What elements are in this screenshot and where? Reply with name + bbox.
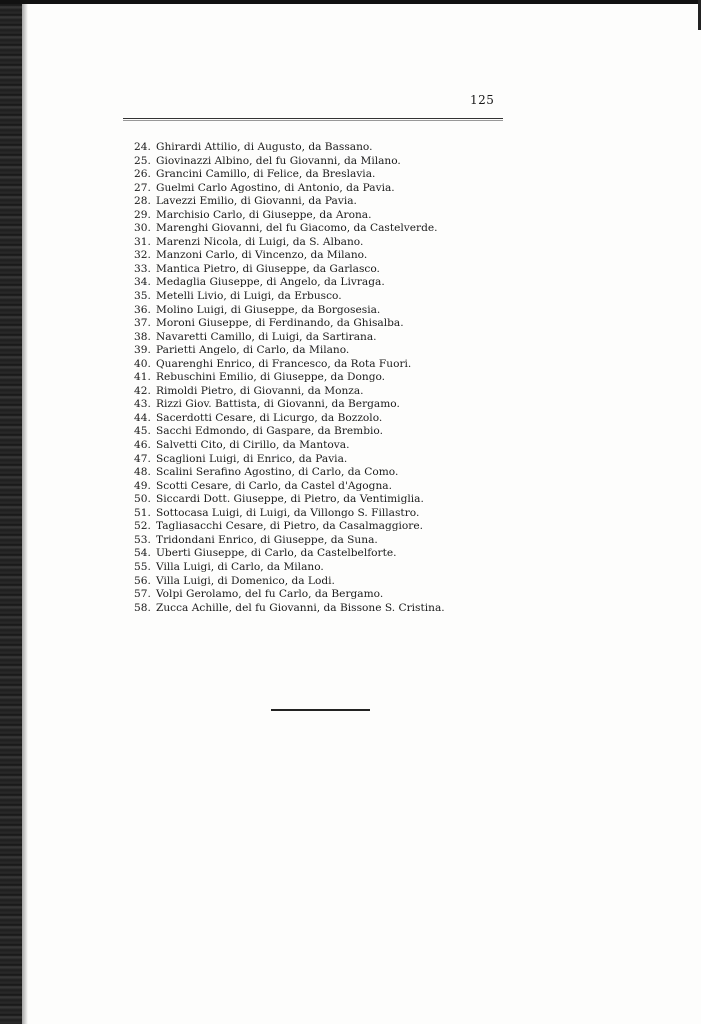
item-number: 33. xyxy=(134,262,151,275)
item-number: 30. xyxy=(134,222,151,235)
list-item xyxy=(134,182,445,196)
item-text: Siccardi Dott. Giuseppe, di Pietro, da Ventimiglia. xyxy=(156,493,424,506)
item-text: Grancini Camillo, di Felice, da Breslavia. xyxy=(156,168,376,181)
item-text: Scaglioni Luigi, di Enrico, da Pavia. xyxy=(156,452,348,465)
list-item xyxy=(134,520,445,534)
list-item xyxy=(134,371,445,385)
list-item xyxy=(134,398,445,412)
item-text: Uberti Giuseppe, di Carlo, da Castelbelforte. xyxy=(156,547,397,560)
item-text: Moroni Giuseppe, di Ferdinando, da Ghisalba. xyxy=(156,317,404,330)
item-number: 54. xyxy=(134,547,151,560)
item-text: Manzoni Carlo, di Vincenzo, da Milano. xyxy=(156,249,368,262)
list-item xyxy=(134,331,445,345)
item-text: Mantica Pietro, di Giuseppe, da Garlasco. xyxy=(156,262,380,275)
item-text: Giovinazzi Albino, del fu Giovanni, da Milano. xyxy=(156,154,401,167)
item-number: 45. xyxy=(134,425,151,438)
list-item xyxy=(134,493,445,507)
item-text: Salvetti Cito, di Cirillo, da Mantova. xyxy=(156,439,350,452)
item-number: 39. xyxy=(134,344,151,357)
item-text: Guelmi Carlo Agostino, di Antonio, da Pavia. xyxy=(156,181,395,194)
list-item xyxy=(134,168,445,182)
list-item xyxy=(134,453,445,467)
item-number: 35. xyxy=(134,290,151,303)
item-number: 37. xyxy=(134,317,151,330)
list-item xyxy=(134,358,445,372)
item-text: Lavezzi Emilio, di Giovanni, da Pavia. xyxy=(156,195,357,208)
item-number: 31. xyxy=(134,235,151,248)
item-number: 57. xyxy=(134,588,151,601)
item-number: 41. xyxy=(134,371,151,384)
item-number: 58. xyxy=(134,601,151,614)
list-item xyxy=(134,561,445,575)
item-number: 26. xyxy=(134,168,151,181)
item-number: 46. xyxy=(134,439,151,452)
list-item xyxy=(134,344,445,358)
item-number: 25. xyxy=(134,154,151,167)
list-item xyxy=(134,236,445,250)
item-text: Rizzi Giov. Battista, di Giovanni, da Bergamo. xyxy=(156,398,400,411)
item-number: 40. xyxy=(134,357,151,370)
item-number: 55. xyxy=(134,560,151,573)
page-top-edge xyxy=(0,0,701,4)
list-item xyxy=(134,209,445,223)
item-text: Parietti Angelo, di Carlo, da Milano. xyxy=(156,344,350,357)
item-number: 38. xyxy=(134,330,151,343)
list-item xyxy=(134,276,445,290)
list-item xyxy=(134,507,445,521)
list-item xyxy=(134,141,445,155)
list-item xyxy=(134,385,445,399)
list-item xyxy=(134,412,445,426)
item-text: Quarenghi Enrico, di Francesco, da Rota Fuori. xyxy=(156,357,412,370)
list-item xyxy=(134,304,445,318)
item-number: 34. xyxy=(134,276,151,289)
end-rule xyxy=(271,709,370,711)
item-number: 28. xyxy=(134,195,151,208)
item-number: 44. xyxy=(134,411,151,424)
item-text: Sacerdotti Cesare, di Licurgo, da Bozzolo. xyxy=(156,411,383,424)
list-item xyxy=(134,480,445,494)
item-text: Sottocasa Luigi, di Luigi, da Villongo S. Fillastro. xyxy=(156,506,420,519)
item-text: Villa Luigi, di Carlo, da Milano. xyxy=(156,560,324,573)
item-text: Marenzi Nicola, di Luigi, da S. Albano. xyxy=(156,235,364,248)
item-number: 24. xyxy=(134,141,151,153)
list-item xyxy=(134,263,445,277)
item-number: 51. xyxy=(134,506,151,519)
item-text: Scalini Serafino Agostino, di Carlo, da Como. xyxy=(156,466,399,479)
list-item xyxy=(134,290,445,304)
item-number: 53. xyxy=(134,533,151,546)
item-number: 27. xyxy=(134,181,151,194)
list-item xyxy=(134,249,445,263)
item-number: 52. xyxy=(134,520,151,533)
list-item xyxy=(134,602,445,616)
list-item xyxy=(134,575,445,589)
page-number: 125 xyxy=(470,93,495,107)
item-number: 56. xyxy=(134,574,151,587)
item-text: Tagliasacchi Cesare, di Pietro, da Casalmaggiore. xyxy=(156,520,424,533)
item-number: 36. xyxy=(134,303,151,316)
list-item xyxy=(134,222,445,236)
item-text: Scotti Cesare, di Carlo, da Castel d'Agogna. xyxy=(156,479,392,492)
list-item xyxy=(134,317,445,331)
item-text: Medaglia Giuseppe, di Angelo, da Livraga. xyxy=(156,276,385,289)
list-item xyxy=(134,195,445,209)
item-text: Molino Luigi, di Giuseppe, da Borgosesia. xyxy=(156,303,381,316)
item-number: 48. xyxy=(134,466,151,479)
list-item xyxy=(134,588,445,602)
list-item xyxy=(134,439,445,453)
item-text: Sacchi Edmondo, di Gaspare, da Brembio. xyxy=(156,425,383,438)
item-text: Tridondani Enrico, di Giuseppe, da Suna. xyxy=(156,533,378,546)
item-number: 50. xyxy=(134,493,151,506)
item-number: 43. xyxy=(134,398,151,411)
item-text: Ghirardi Attilio, di Augusto, da Bassano. xyxy=(156,141,373,153)
item-number: 47. xyxy=(134,452,151,465)
list-item xyxy=(134,425,445,439)
item-number: 29. xyxy=(134,208,151,221)
list-item xyxy=(134,155,445,169)
item-text: Marenghi Giovanni, del fu Giacomo, da Castelverde. xyxy=(156,222,438,235)
item-text: Rebuschini Emilio, di Giuseppe, da Dongo. xyxy=(156,371,386,384)
name-list xyxy=(134,141,445,615)
item-text: Volpi Gerolamo, del fu Carlo, da Bergamo. xyxy=(156,588,384,601)
list-item xyxy=(134,547,445,561)
item-number: 49. xyxy=(134,479,151,492)
item-text: Marchisio Carlo, di Giuseppe, da Arona. xyxy=(156,208,372,221)
item-text: Villa Luigi, di Domenico, da Lodi. xyxy=(156,574,335,587)
item-text: Zucca Achille, del fu Giovanni, da Bissone S. Cristina. xyxy=(156,601,445,614)
item-number: 42. xyxy=(134,384,151,397)
item-text: Navaretti Camillo, di Luigi, da Sartirana. xyxy=(156,330,377,343)
item-text: Rimoldi Pietro, di Giovanni, da Monza. xyxy=(156,384,364,397)
header-rule xyxy=(123,118,503,119)
list-item xyxy=(134,534,445,548)
book-binding xyxy=(0,0,22,1024)
item-text: Metelli Livio, di Luigi, da Erbusco. xyxy=(156,290,342,303)
list-item xyxy=(134,466,445,480)
item-number: 32. xyxy=(134,249,151,262)
